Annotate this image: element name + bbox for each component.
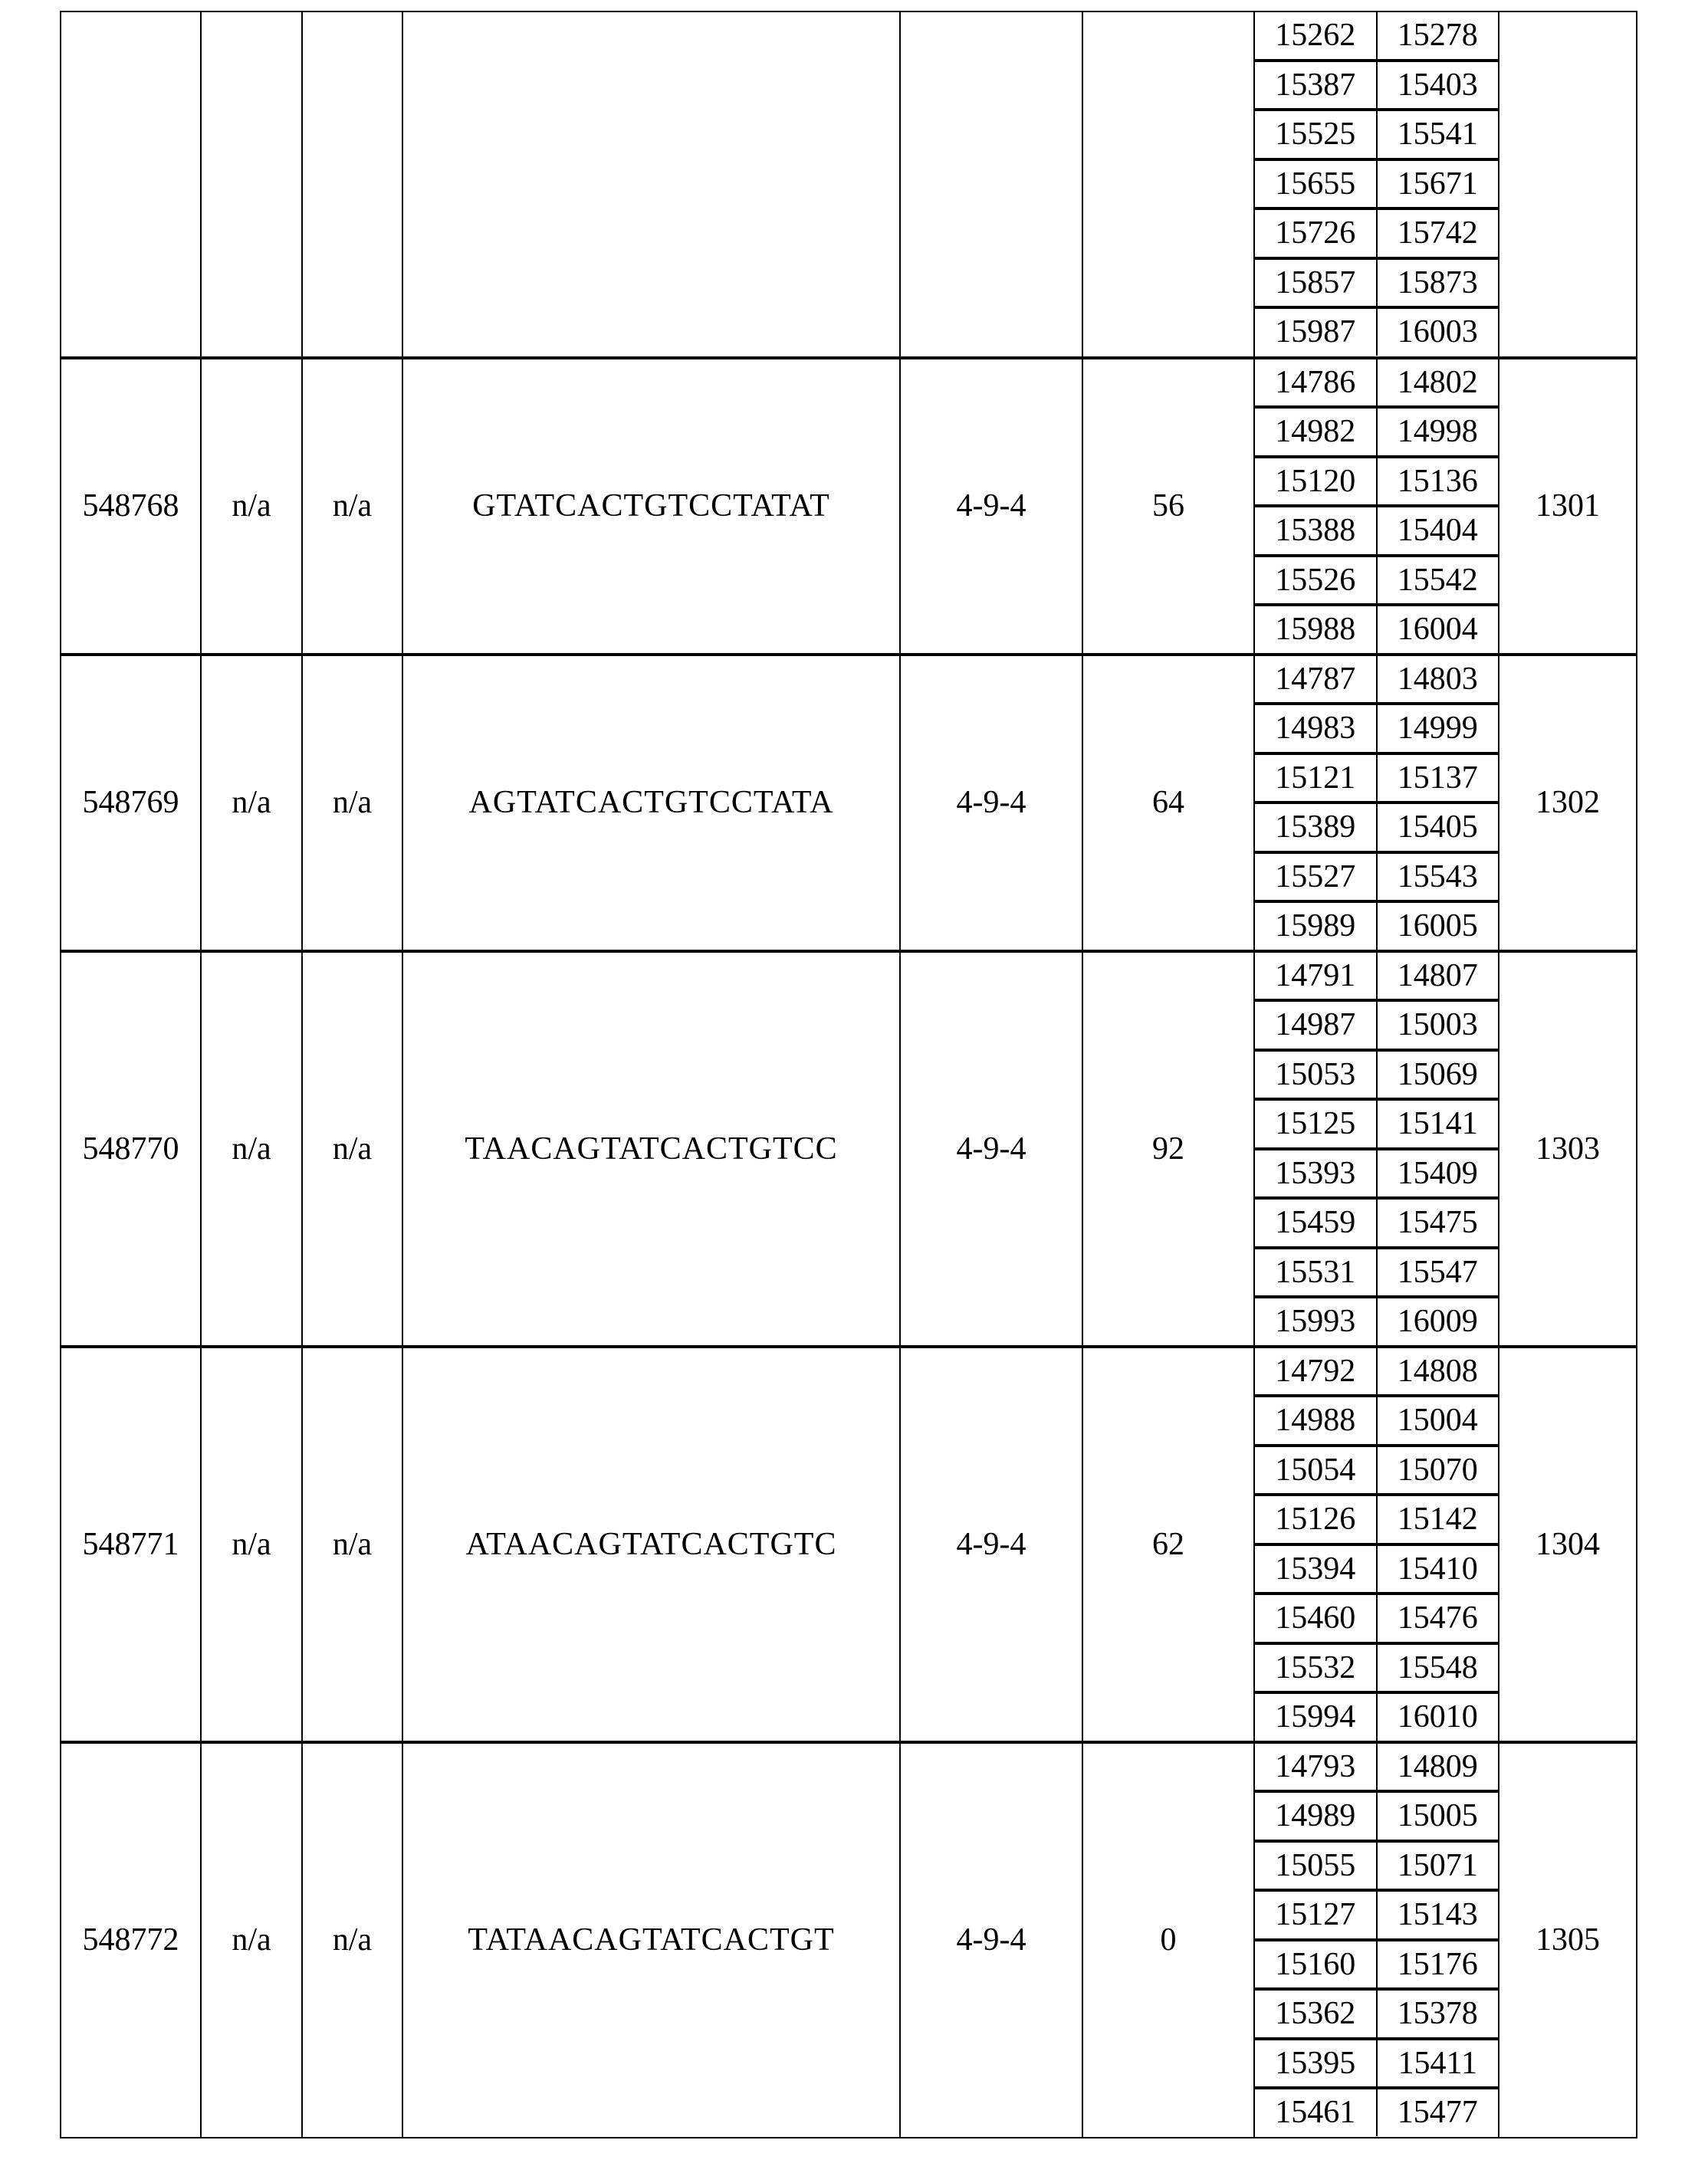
site-row [1255, 307, 1498, 356]
site-row [1255, 753, 1498, 803]
site-start-value: 14791 [1255, 953, 1377, 1001]
site-row [1255, 1989, 1498, 2039]
target-sites-subtable [1255, 1744, 1498, 2136]
site-stop-value: 14807 [1377, 953, 1499, 1001]
isis-no-cell: 548769 [61, 655, 201, 951]
target-sites-subtable [1255, 359, 1498, 653]
target-sites-subtable [1255, 1348, 1498, 1741]
site-row [1255, 1000, 1498, 1050]
seq-id-cell: 1304 [1499, 1347, 1637, 1742]
site-row [1255, 1643, 1498, 1693]
site-row [1255, 1248, 1498, 1298]
site-row [1255, 1890, 1498, 1940]
site-stop-value: 15543 [1377, 852, 1499, 902]
site-start-value: 15993 [1255, 1297, 1377, 1345]
site-stop-value: 15476 [1377, 1594, 1499, 1643]
sequence-cell: GTATCACTGTCCTATAT [402, 358, 900, 655]
site-start-value: 15125 [1255, 1099, 1377, 1149]
site-start-value: 15459 [1255, 1198, 1377, 1248]
site-stop-value: 15005 [1377, 1791, 1499, 1841]
site-start-value: 14787 [1255, 656, 1377, 704]
target-stop-cell: n/a [302, 1347, 402, 1742]
target-start-cell: n/a [201, 358, 302, 655]
site-start-value: 15987 [1255, 307, 1377, 356]
site-start-value: 15532 [1255, 1643, 1377, 1693]
site-row [1255, 656, 1498, 704]
target-start-cell [201, 11, 302, 358]
site-start-value: 15526 [1255, 556, 1377, 606]
site-row [1255, 1050, 1498, 1100]
inhibition-cell: 92 [1082, 951, 1254, 1347]
site-stop-value: 16004 [1397, 612, 1478, 648]
site-stop-value: 15004 [1377, 1396, 1499, 1446]
target-stop-cell: n/a [302, 655, 402, 951]
site-row [1255, 159, 1498, 209]
site-start-value: 15388 [1255, 506, 1377, 556]
site-row [1255, 12, 1498, 61]
site-start-value: 15126 [1255, 1495, 1377, 1544]
motif-cell: 4-9-4 [900, 951, 1082, 1347]
inhibition-cell: 62 [1082, 1347, 1254, 1742]
site-stop-value: 15541 [1377, 110, 1499, 159]
site-start-value: 14983 [1255, 704, 1377, 753]
site-row [1255, 556, 1498, 606]
site-row [1255, 359, 1498, 408]
site-start-value: 15389 [1255, 803, 1377, 852]
site-start-value: 15394 [1255, 1544, 1377, 1594]
site-start-value: 15053 [1255, 1050, 1377, 1100]
site-start-value: 15527 [1255, 852, 1377, 902]
site-start-value: 15726 [1255, 208, 1377, 258]
target-sites-subtable [1255, 12, 1498, 356]
target-sites-cell [1254, 11, 1499, 358]
site-start-value: 14989 [1255, 1791, 1377, 1841]
site-start-value: 14792 [1255, 1348, 1377, 1397]
site-row [1255, 1940, 1498, 1990]
site-row [1255, 506, 1498, 556]
site-row [1255, 901, 1498, 950]
site-row [1255, 1594, 1498, 1643]
target-stop-cell: n/a [302, 951, 402, 1347]
site-stop-value: 14802 [1377, 359, 1499, 408]
target-sites-cell [1254, 358, 1499, 655]
site-start-value: 14988 [1255, 1396, 1377, 1446]
site-row [1255, 110, 1498, 159]
site-row [1255, 258, 1498, 308]
motif-cell: 4-9-4 [900, 1347, 1082, 1742]
site-start-value: 15655 [1255, 159, 1377, 209]
table-row [61, 655, 1637, 951]
site-stop-value: 15671 [1377, 159, 1499, 209]
seq-id-cell [1499, 11, 1637, 358]
site-stop-value: 15405 [1377, 803, 1499, 852]
site-stop-value: 15542 [1377, 556, 1499, 606]
isis-no-cell: 548772 [61, 1742, 201, 2138]
site-stop-value: 14998 [1377, 407, 1499, 457]
site-row [1255, 1198, 1498, 1248]
site-row [1255, 953, 1498, 1001]
site-start-value: 15127 [1255, 1890, 1377, 1940]
site-row [1255, 852, 1498, 902]
site-row [1255, 2088, 1498, 2136]
site-start-value: 15387 [1255, 61, 1377, 110]
site-start-value: 14793 [1255, 1744, 1377, 1792]
site-stop-value: 14803 [1377, 656, 1499, 704]
site-start-value: 15055 [1255, 1841, 1377, 1891]
target-start-cell: n/a [201, 951, 302, 1347]
table-row [61, 951, 1637, 1347]
motif-cell: 4-9-4 [900, 358, 1082, 655]
isis-no-cell: 548771 [61, 1347, 201, 1742]
site-stop-value: 15378 [1377, 1989, 1499, 2039]
site-stop-value: 14999 [1377, 704, 1499, 753]
site-stop-value: 15548 [1377, 1643, 1499, 1693]
motif-cell [900, 11, 1082, 358]
inhibition-cell: 64 [1082, 655, 1254, 951]
site-row [1255, 1099, 1498, 1149]
target-start-cell: n/a [201, 1347, 302, 1742]
oligonucleotide-table [60, 11, 1637, 2138]
site-stop-value: 15143 [1377, 1890, 1499, 1940]
seq-id-cell: 1305 [1499, 1742, 1637, 2138]
target-stop-cell [302, 11, 402, 358]
site-start-value: 15160 [1255, 1940, 1377, 1990]
table-row [61, 11, 1637, 358]
site-stop-value: 15409 [1377, 1149, 1499, 1199]
target-stop-cell: n/a [302, 1742, 402, 2138]
site-start-value: 14987 [1255, 1000, 1377, 1050]
table-row [61, 358, 1637, 655]
sequence-cell: TAACAGTATCACTGTCC [402, 951, 900, 1347]
site-stop-value: 15137 [1377, 753, 1499, 803]
site-start-value: 15054 [1255, 1446, 1377, 1495]
site-row [1255, 1396, 1498, 1446]
inhibition-cell: 56 [1082, 358, 1254, 655]
target-start-cell: n/a [201, 1742, 302, 2138]
site-start-value: 15857 [1255, 258, 1377, 308]
seq-id-cell: 1301 [1499, 358, 1637, 655]
site-stop-value: 16009 [1397, 1304, 1478, 1340]
site-stop-value: 15873 [1377, 258, 1499, 308]
seq-id-cell: 1303 [1499, 951, 1637, 1347]
site-stop-value: 16005 [1397, 908, 1478, 944]
target-sites-cell [1254, 655, 1499, 951]
target-sites-cell [1254, 951, 1499, 1347]
site-row [1255, 1692, 1498, 1741]
site-start-value: 15989 [1255, 901, 1377, 950]
site-stop-value: 15071 [1377, 1841, 1499, 1891]
site-start-value: 15121 [1255, 753, 1377, 803]
site-stop-value: 15141 [1377, 1099, 1499, 1149]
sequence-cell: TATAACAGTATCACTGT [402, 1742, 900, 2138]
site-stop-value: 15142 [1377, 1495, 1499, 1544]
site-stop-value: 15176 [1377, 1940, 1499, 1990]
site-stop-value: 15136 [1377, 457, 1499, 507]
isis-no-cell: 548770 [61, 951, 201, 1347]
site-stop-value: 15410 [1377, 1544, 1499, 1594]
site-stop-value: 15069 [1377, 1050, 1499, 1100]
site-stop-value: 16003 [1397, 314, 1478, 350]
target-start-cell: n/a [201, 655, 302, 951]
site-stop-value: 14808 [1377, 1348, 1499, 1397]
site-stop-value: 15003 [1377, 1000, 1499, 1050]
sequence-cell: AGTATCACTGTCCTATA [402, 655, 900, 951]
isis-no-cell: 548768 [61, 358, 201, 655]
site-stop-value: 15547 [1377, 1248, 1499, 1298]
site-stop-value: 16010 [1397, 1699, 1478, 1735]
site-stop-value: 15070 [1377, 1446, 1499, 1495]
site-row [1255, 605, 1498, 653]
site-row [1255, 1297, 1498, 1345]
seq-id-cell: 1302 [1499, 655, 1637, 951]
site-row [1255, 2039, 1498, 2089]
inhibition-cell: 0 [1082, 1742, 1254, 2138]
sequence-cell: ATAACAGTATCACTGTC [402, 1347, 900, 1742]
site-start-value: 15525 [1255, 110, 1377, 159]
site-row [1255, 1841, 1498, 1891]
site-stop-value: 15404 [1377, 506, 1499, 556]
site-start-value: 15362 [1255, 1989, 1377, 2039]
site-row [1255, 1495, 1498, 1544]
inhibition-cell [1082, 11, 1254, 358]
target-sites-subtable [1255, 953, 1498, 1345]
site-row [1255, 1348, 1498, 1397]
target-sites-cell [1254, 1347, 1499, 1742]
site-stop-value: 15403 [1377, 61, 1499, 110]
site-row [1255, 457, 1498, 507]
site-stop-value: 15278 [1377, 12, 1499, 61]
site-row [1255, 803, 1498, 852]
site-start-value: 15988 [1255, 605, 1377, 653]
site-start-value: 14982 [1255, 407, 1377, 457]
site-start-value: 15120 [1255, 457, 1377, 507]
site-start-value: 14786 [1255, 359, 1377, 408]
isis-no-cell [61, 11, 201, 358]
site-start-value: 15461 [1255, 2088, 1377, 2136]
site-row [1255, 704, 1498, 753]
site-start-value: 15393 [1255, 1149, 1377, 1199]
site-stop-value: 15411 [1377, 2039, 1499, 2089]
table-row [61, 1742, 1637, 2138]
site-stop-value: 15477 [1397, 2095, 1478, 2131]
site-stop-value: 15475 [1377, 1198, 1499, 1248]
site-start-value: 15262 [1255, 12, 1377, 61]
site-row [1255, 61, 1498, 110]
site-stop-value: 15742 [1377, 208, 1499, 258]
motif-cell: 4-9-4 [900, 655, 1082, 951]
site-row [1255, 1446, 1498, 1495]
motif-cell: 4-9-4 [900, 1742, 1082, 2138]
target-sites-cell [1254, 1742, 1499, 2138]
site-start-value: 15460 [1255, 1594, 1377, 1643]
site-row [1255, 1544, 1498, 1594]
target-stop-cell: n/a [302, 358, 402, 655]
site-start-value: 15994 [1255, 1692, 1377, 1741]
site-row [1255, 407, 1498, 457]
site-row [1255, 1744, 1498, 1792]
site-stop-value: 14809 [1377, 1744, 1499, 1792]
site-start-value: 15531 [1255, 1248, 1377, 1298]
table-row [61, 1347, 1637, 1742]
target-sites-subtable [1255, 656, 1498, 950]
site-row [1255, 208, 1498, 258]
sequence-cell [402, 11, 900, 358]
site-row [1255, 1149, 1498, 1199]
site-row [1255, 1791, 1498, 1841]
site-start-value: 15395 [1255, 2039, 1377, 2089]
